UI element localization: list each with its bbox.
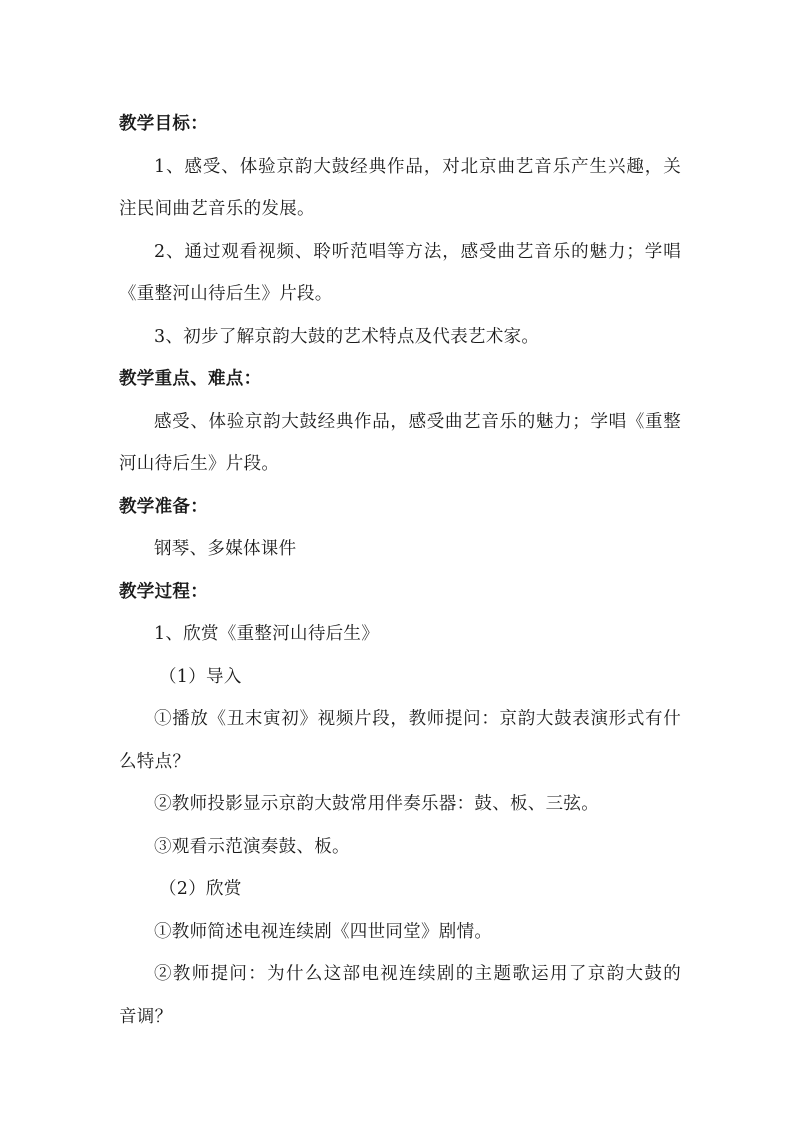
key-points-heading: 教学重点、难点： <box>119 369 262 389</box>
process-sub-1-item-2: ②教师投影显示京韵大鼓常用伴奏乐器：鼓、板、三弦。 <box>154 794 599 814</box>
process-sub-1-item-1-line-2: 么特点？ <box>119 751 191 772</box>
process-sub-2-item-2-line-2: 音调？ <box>119 1006 173 1027</box>
key-points-line-1: 感受、体验京韵大鼓经典作品，感受曲艺音乐的魅力；学唱《重整 <box>154 411 681 432</box>
process-step-1: 1、欣赏《重整河山待后生》 <box>154 624 380 644</box>
process-sub-1-item-1-line-1: ①播放《丑末寅初》视频片段，教师提问：京韵大鼓表演形式有什 <box>154 709 681 729</box>
objective-2-line-1: 2、通过观看视频、聆听范唱等方法，感受曲艺音乐的魅力；学唱 <box>154 241 681 262</box>
objective-3: 3、初步了解京韵大鼓的艺术特点及代表艺术家。 <box>154 326 540 347</box>
process-sub-1: （1）导入 <box>159 666 242 687</box>
process-heading: 教学过程： <box>119 581 208 602</box>
preparation-heading: 教学准备： <box>119 496 208 517</box>
process-sub-2-item-2-line-1: ②教师提问：为什么这部电视连续剧的主题歌运用了京韵大鼓的 <box>154 964 681 984</box>
objective-2-line-2: 《重整河山待后生》片段。 <box>119 284 333 304</box>
document-body <box>119 103 681 1038</box>
objectives-heading: 教学目标： <box>119 114 208 134</box>
objective-1-line-2: 注民间曲艺音乐的发展。 <box>119 199 315 219</box>
process-sub-1-item-3: ③观看示范演奏鼓、板。 <box>154 836 350 857</box>
process-sub-2: （2）欣赏 <box>159 879 242 899</box>
preparation-line-1: 钢琴、多媒体课件 <box>154 539 297 559</box>
objective-1-line-1: 1、感受、体验京韵大鼓经典作品，对北京曲艺音乐产生兴趣，关 <box>154 156 681 177</box>
key-points-line-2: 河山待后生》片段。 <box>119 454 280 474</box>
process-sub-2-item-1: ①教师简述电视连续剧《四世同堂》剧情。 <box>154 921 493 942</box>
